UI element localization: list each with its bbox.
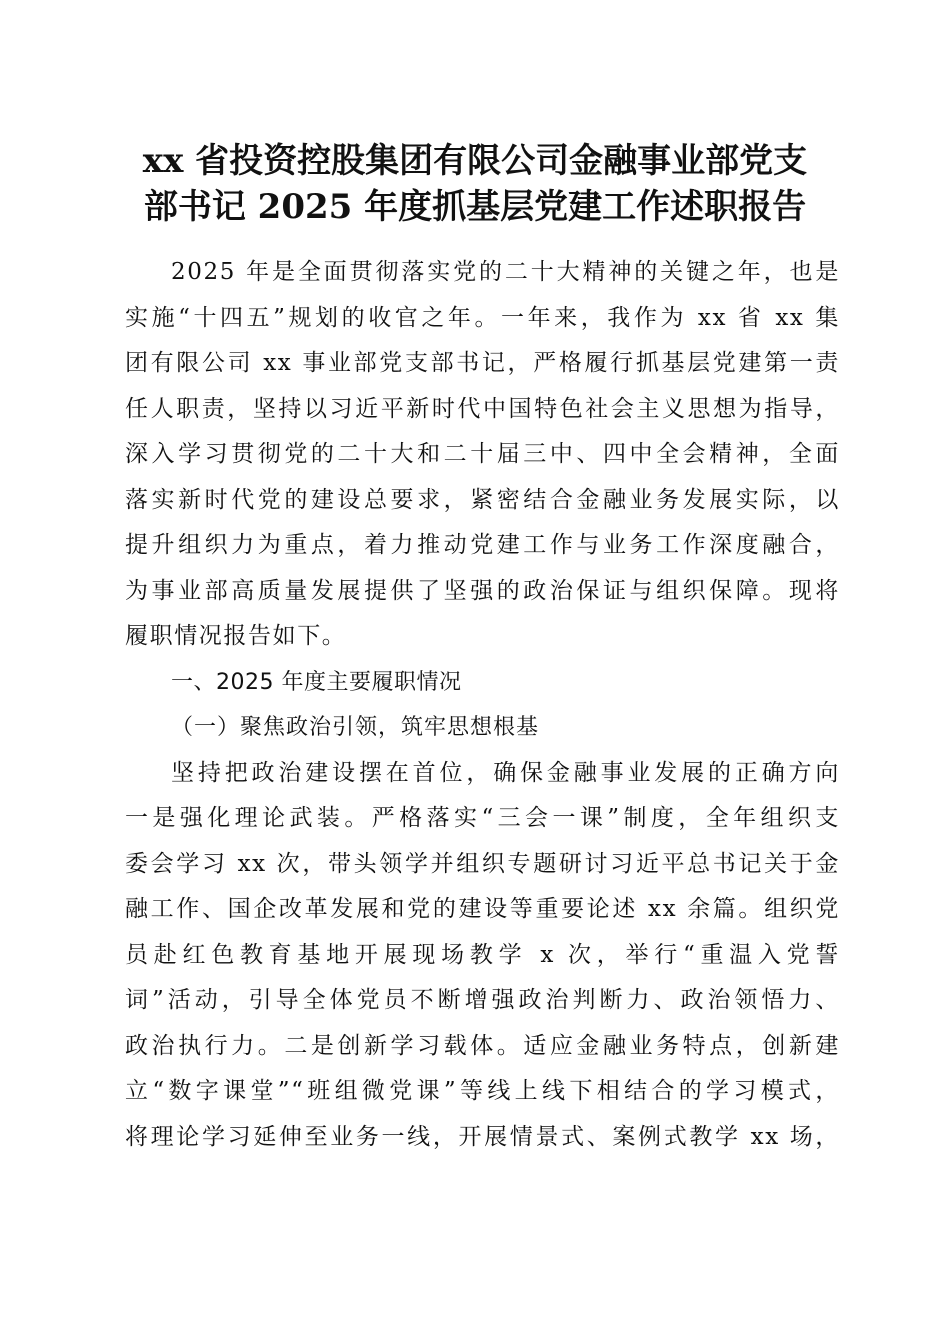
subsection-heading: （一）聚焦政治引领，筑牢思想根基 (171, 715, 540, 740)
intro-paragraph (125, 250, 840, 660)
title-line-2: 部书记 2025 年度抓基层党建工作述职报告 (143, 187, 807, 227)
intro-line-1: 2025 年是全面贯彻落实党的二十大精神的关键之年，也是 (171, 259, 840, 285)
body-line-4: 融工作、国企改革发展和党的建设等重要论述 xx 余篇。组织党 (125, 896, 840, 922)
intro-line-9: 履职情况报告如下。 (125, 623, 347, 649)
body-line-1: 坚持把政治建设摆在首位，确保金融事业发展的正确方向 (171, 759, 840, 786)
body-line-7: 政治执行力。二是创新学习载体。适应金融业务特点，创新建 (125, 1032, 840, 1059)
intro-line-5: 深入学习贯彻党的二十大和二十届三中、四中全会精神，全面 (125, 441, 840, 467)
body-line-9: 将理论学习延伸至业务一线，开展情景式、案例式教学 xx 场， (125, 1123, 840, 1150)
intro-line-8: 为事业部高质量发展提供了坚强的政治保证与组织保障。现将 (125, 577, 840, 604)
document-title (110, 138, 840, 230)
body-line-6: 词”活动，引导全体党员不断增强政治判断力、政治领悟力、 (125, 987, 840, 1013)
section-heading: 一、2025 年度主要履职情况 (171, 669, 462, 695)
document-body (125, 250, 840, 1160)
intro-line-4: 任人职责，坚持以习近平新时代中国特色社会主义思想为指导， (125, 395, 840, 422)
subsection-paragraph (125, 751, 840, 1161)
body-line-8: 立“数字课堂”“班组微党课”等线上线下相结合的学习模式， (125, 1078, 840, 1104)
body-line-3: 委会学习 xx 次，带头领学并组织专题研讨习近平总书记关于金 (125, 850, 840, 877)
body-line-2: 一是强化理论武装。严格落实“三会一课”制度，全年组织支 (125, 805, 840, 831)
body-line-5: 员赴红色教育基地开展现场教学 x 次，举行“重温入党誓 (125, 941, 840, 968)
title-line-1: xx 省投资控股集团有限公司金融事业部党支 (142, 141, 808, 181)
intro-line-6: 落实新时代党的建设总要求，紧密结合金融业务发展实际，以 (125, 486, 840, 513)
intro-line-3: 团有限公司 xx 事业部党支部书记，严格履行抓基层党建第一责 (125, 350, 840, 376)
intro-line-2: 实施“十四五”规划的收官之年。一年来，我作为 xx 省 xx 集 (125, 304, 840, 331)
intro-line-7: 提升组织力为重点，着力推动党建工作与业务工作深度融合， (125, 532, 840, 558)
